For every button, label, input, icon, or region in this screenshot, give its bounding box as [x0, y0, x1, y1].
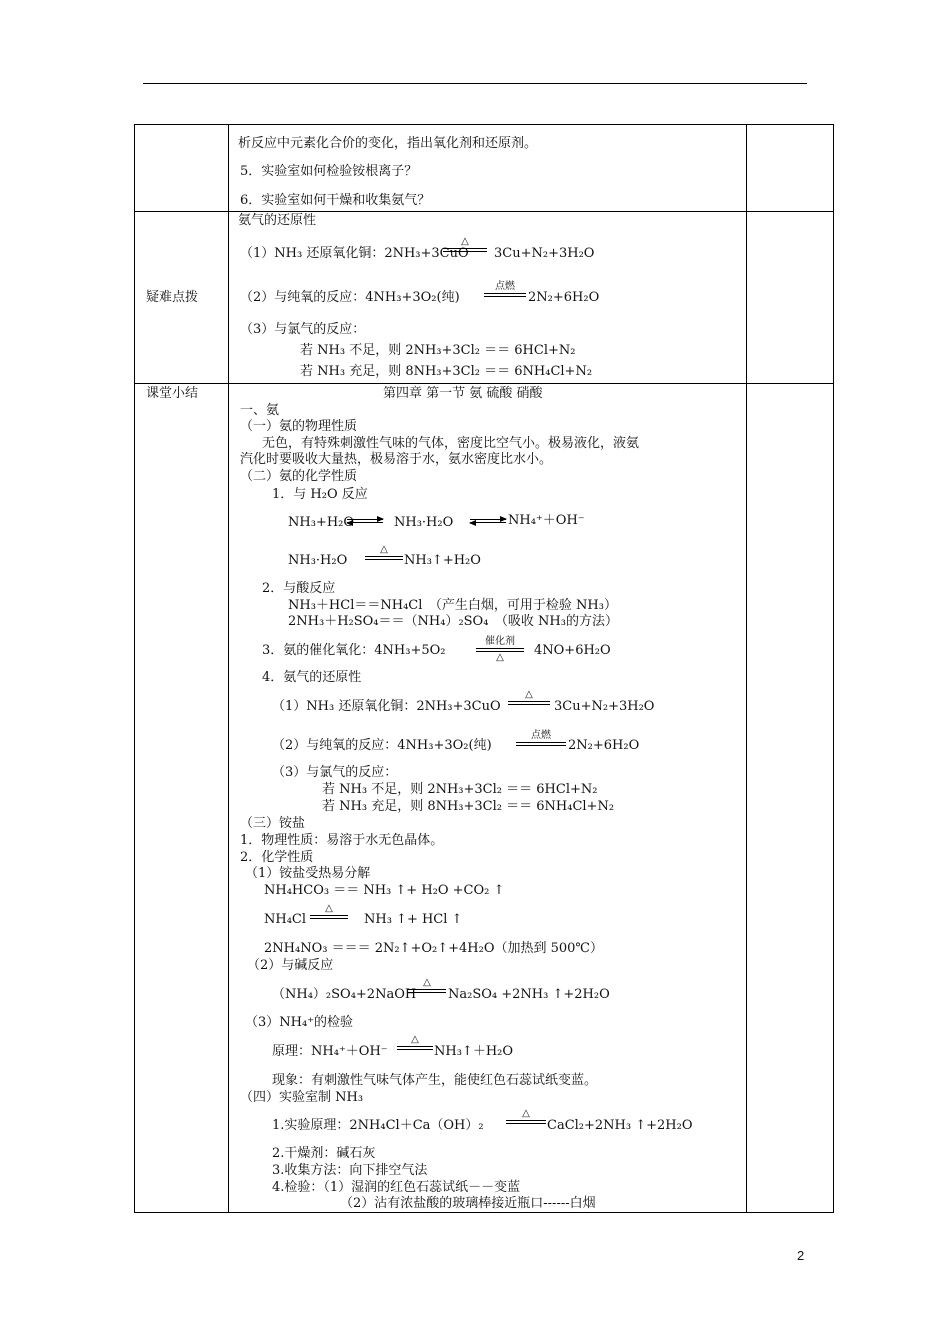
equation-text: （2）与纯氧的反应：4NH₃+3O₂(纯) [272, 738, 492, 753]
equation-text: 原理：NH₄⁺＋OH⁻ [272, 1044, 388, 1059]
equation-text: 1.实验原理：2NH₄Cl＋Ca（OH）₂ [272, 1118, 484, 1133]
section-title: 氨气的还原性 [238, 213, 317, 228]
row-divider-1 [134, 211, 834, 212]
equation-text: NH₃·H₂O [288, 553, 348, 568]
heat-condition: △ [408, 978, 446, 993]
table-bottom-border [134, 1212, 834, 1213]
equation-text: 2N₂+6H₂O [528, 290, 600, 305]
equation-text: 2NH₃＋H₂SO₄＝＝（NH₄）₂SO₄ （吸收 NH₃的方法） [288, 614, 618, 629]
table-right-border [833, 124, 834, 1213]
reversible-arrow [470, 519, 506, 523]
equation-text: CaCl₂+2NH₃ ↑+2H₂O [547, 1118, 693, 1133]
equation-text: 3Cu+N₂+3H₂O [494, 246, 595, 261]
text-line: （3）与氯气的反应： [240, 322, 366, 337]
heat-condition: △ [310, 904, 348, 919]
equation-text: 2N₂+6H₂O [568, 738, 640, 753]
table-left-border [134, 124, 135, 1213]
row-label-summary: 课堂小结 [146, 386, 199, 401]
equation-text: NH₃＋HCl＝＝NH₄Cl （产生白烟，可用于检验 NH₃） [288, 598, 617, 613]
text-line: 1．物理性质：易溶于水无色晶体。 [240, 833, 444, 848]
text-line: 析反应中元素化合价的变化，指出氧化剂和还原剂。 [238, 136, 538, 151]
equation-text: NH₄⁺＋OH⁻ [508, 513, 585, 528]
equation-text: （2）与纯氧的反应：4NH₃+3O₂(纯) [240, 290, 460, 305]
equation-text: 4NO+6H₂O [534, 643, 611, 658]
subheading: 1．与 H₂O 反应 [272, 487, 368, 502]
ignite-condition: 点燃 [484, 282, 526, 297]
heat-condition: △ [508, 690, 550, 705]
heading: （二）氨的化学性质 [240, 469, 358, 484]
table-col-divider-1 [228, 124, 229, 1213]
catalyst-condition: 催化剂 △ [476, 637, 524, 663]
table-top-border [134, 124, 834, 125]
equation-text: （1）NH₃ 还原氧化铜：2NH₃+3CuO [240, 246, 469, 261]
heading: 一、氨 [240, 403, 280, 418]
table-col-divider-2 [746, 124, 747, 1213]
heading: （一）氨的物理性质 [240, 419, 358, 434]
row-divider-2 [134, 383, 834, 384]
equation-text: 若 NH₃ 不足，则 2NH₃+3Cl₂ ＝＝ 6HCl+N₂ [300, 343, 576, 358]
equation-text: 3Cu+N₂+3H₂O [554, 699, 655, 714]
subheading: （1）铵盐受热易分解 [245, 866, 371, 881]
equation-text: NH₃+H₂O [288, 515, 355, 530]
header-rule [143, 83, 807, 84]
row-label-difficulty: 疑难点拨 [146, 290, 199, 305]
heading: （三）铵盐 [240, 816, 306, 831]
equation-text: 3．氨的催化氧化：4NH₃+5O₂ [262, 643, 446, 658]
equation-text: NH₄Cl [264, 912, 307, 927]
equation-text: Na₂SO₄ +2NH₃ ↑+2H₂O [448, 987, 610, 1002]
equation-text: 若 NH₃ 充足，则 8NH₃+3Cl₂ ＝＝ 6NH₄Cl+N₂ [300, 364, 593, 379]
heat-condition: △ [397, 1035, 433, 1050]
summary-title: 第四章 第一节 氨 硫酸 硝酸 [383, 386, 543, 401]
subheading: 4．氨气的还原性 [262, 670, 362, 685]
page-number: 2 [797, 1248, 805, 1263]
question-5: 5．实验室如何检验铵根离子？ [240, 164, 418, 179]
ignite-condition: 点燃 [516, 731, 566, 746]
equation-text: NH₃↑+H₂O [404, 553, 481, 568]
question-6: 6．实验室如何干燥和收集氨气？ [240, 193, 431, 208]
equation-text: NH₃ ↑+ HCl ↑ [364, 912, 463, 927]
subheading: 2．化学性质 [240, 850, 314, 865]
equation-text: （1）NH₃ 还原氧化铜：2NH₃+3CuO [272, 699, 501, 714]
subheading: （3）NH₄⁺的检验 [245, 1015, 354, 1030]
equation-text: （NH₄）₂SO₄+2NaOH [272, 987, 417, 1002]
subheading: （2）与碱反应 [247, 958, 334, 973]
equation-text: 2NH₄NO₃ ＝＝＝ 2N₂↑+O₂↑+4H₂O（加热到 500℃） [264, 941, 603, 956]
text-line: 汽化时要吸收大量热，极易溶于水，氨水密度比水小。 [240, 452, 553, 467]
text-line: （3）与氯气的反应： [272, 765, 398, 780]
equation-text: NH₃·H₂O [394, 515, 454, 530]
reversible-arrow [347, 519, 383, 523]
heat-condition: △ [506, 1109, 546, 1124]
heat-condition: △ [443, 237, 487, 252]
text-line: 3.收集方法：向下排空气法 [272, 1163, 428, 1178]
text-line: 2.干燥剂：碱石灰 [272, 1146, 376, 1161]
subheading: 2．与酸反应 [262, 581, 336, 596]
text-line: （2）沾有浓盐酸的玻璃棒接近瓶口------白烟 [340, 1196, 596, 1211]
text-line: 无色，有特殊刺激性气味的气体，密度比空气小。极易液化，液氨 [262, 436, 640, 451]
heat-condition: △ [365, 545, 403, 560]
heading: （四）实验室制 NH₃ [240, 1090, 364, 1105]
equation-text: 若 NH₃ 不足，则 2NH₃+3Cl₂ ＝＝ 6HCl+N₂ [322, 782, 598, 797]
text-line: 4.检验：（1）湿润的红色石蕊试纸－－变蓝 [272, 1180, 521, 1195]
text-line: 现象：有刺激性气味气体产生，能使红色石蕊试纸变蓝。 [272, 1073, 598, 1088]
equation-text: NH₃↑＋H₂O [434, 1044, 514, 1059]
equation-text: 若 NH₃ 充足，则 8NH₃+3Cl₂ ＝＝ 6NH₄Cl+N₂ [322, 799, 615, 814]
equation-text: NH₄HCO₃ ＝＝ NH₃ ↑+ H₂O +CO₂ ↑ [264, 883, 505, 898]
